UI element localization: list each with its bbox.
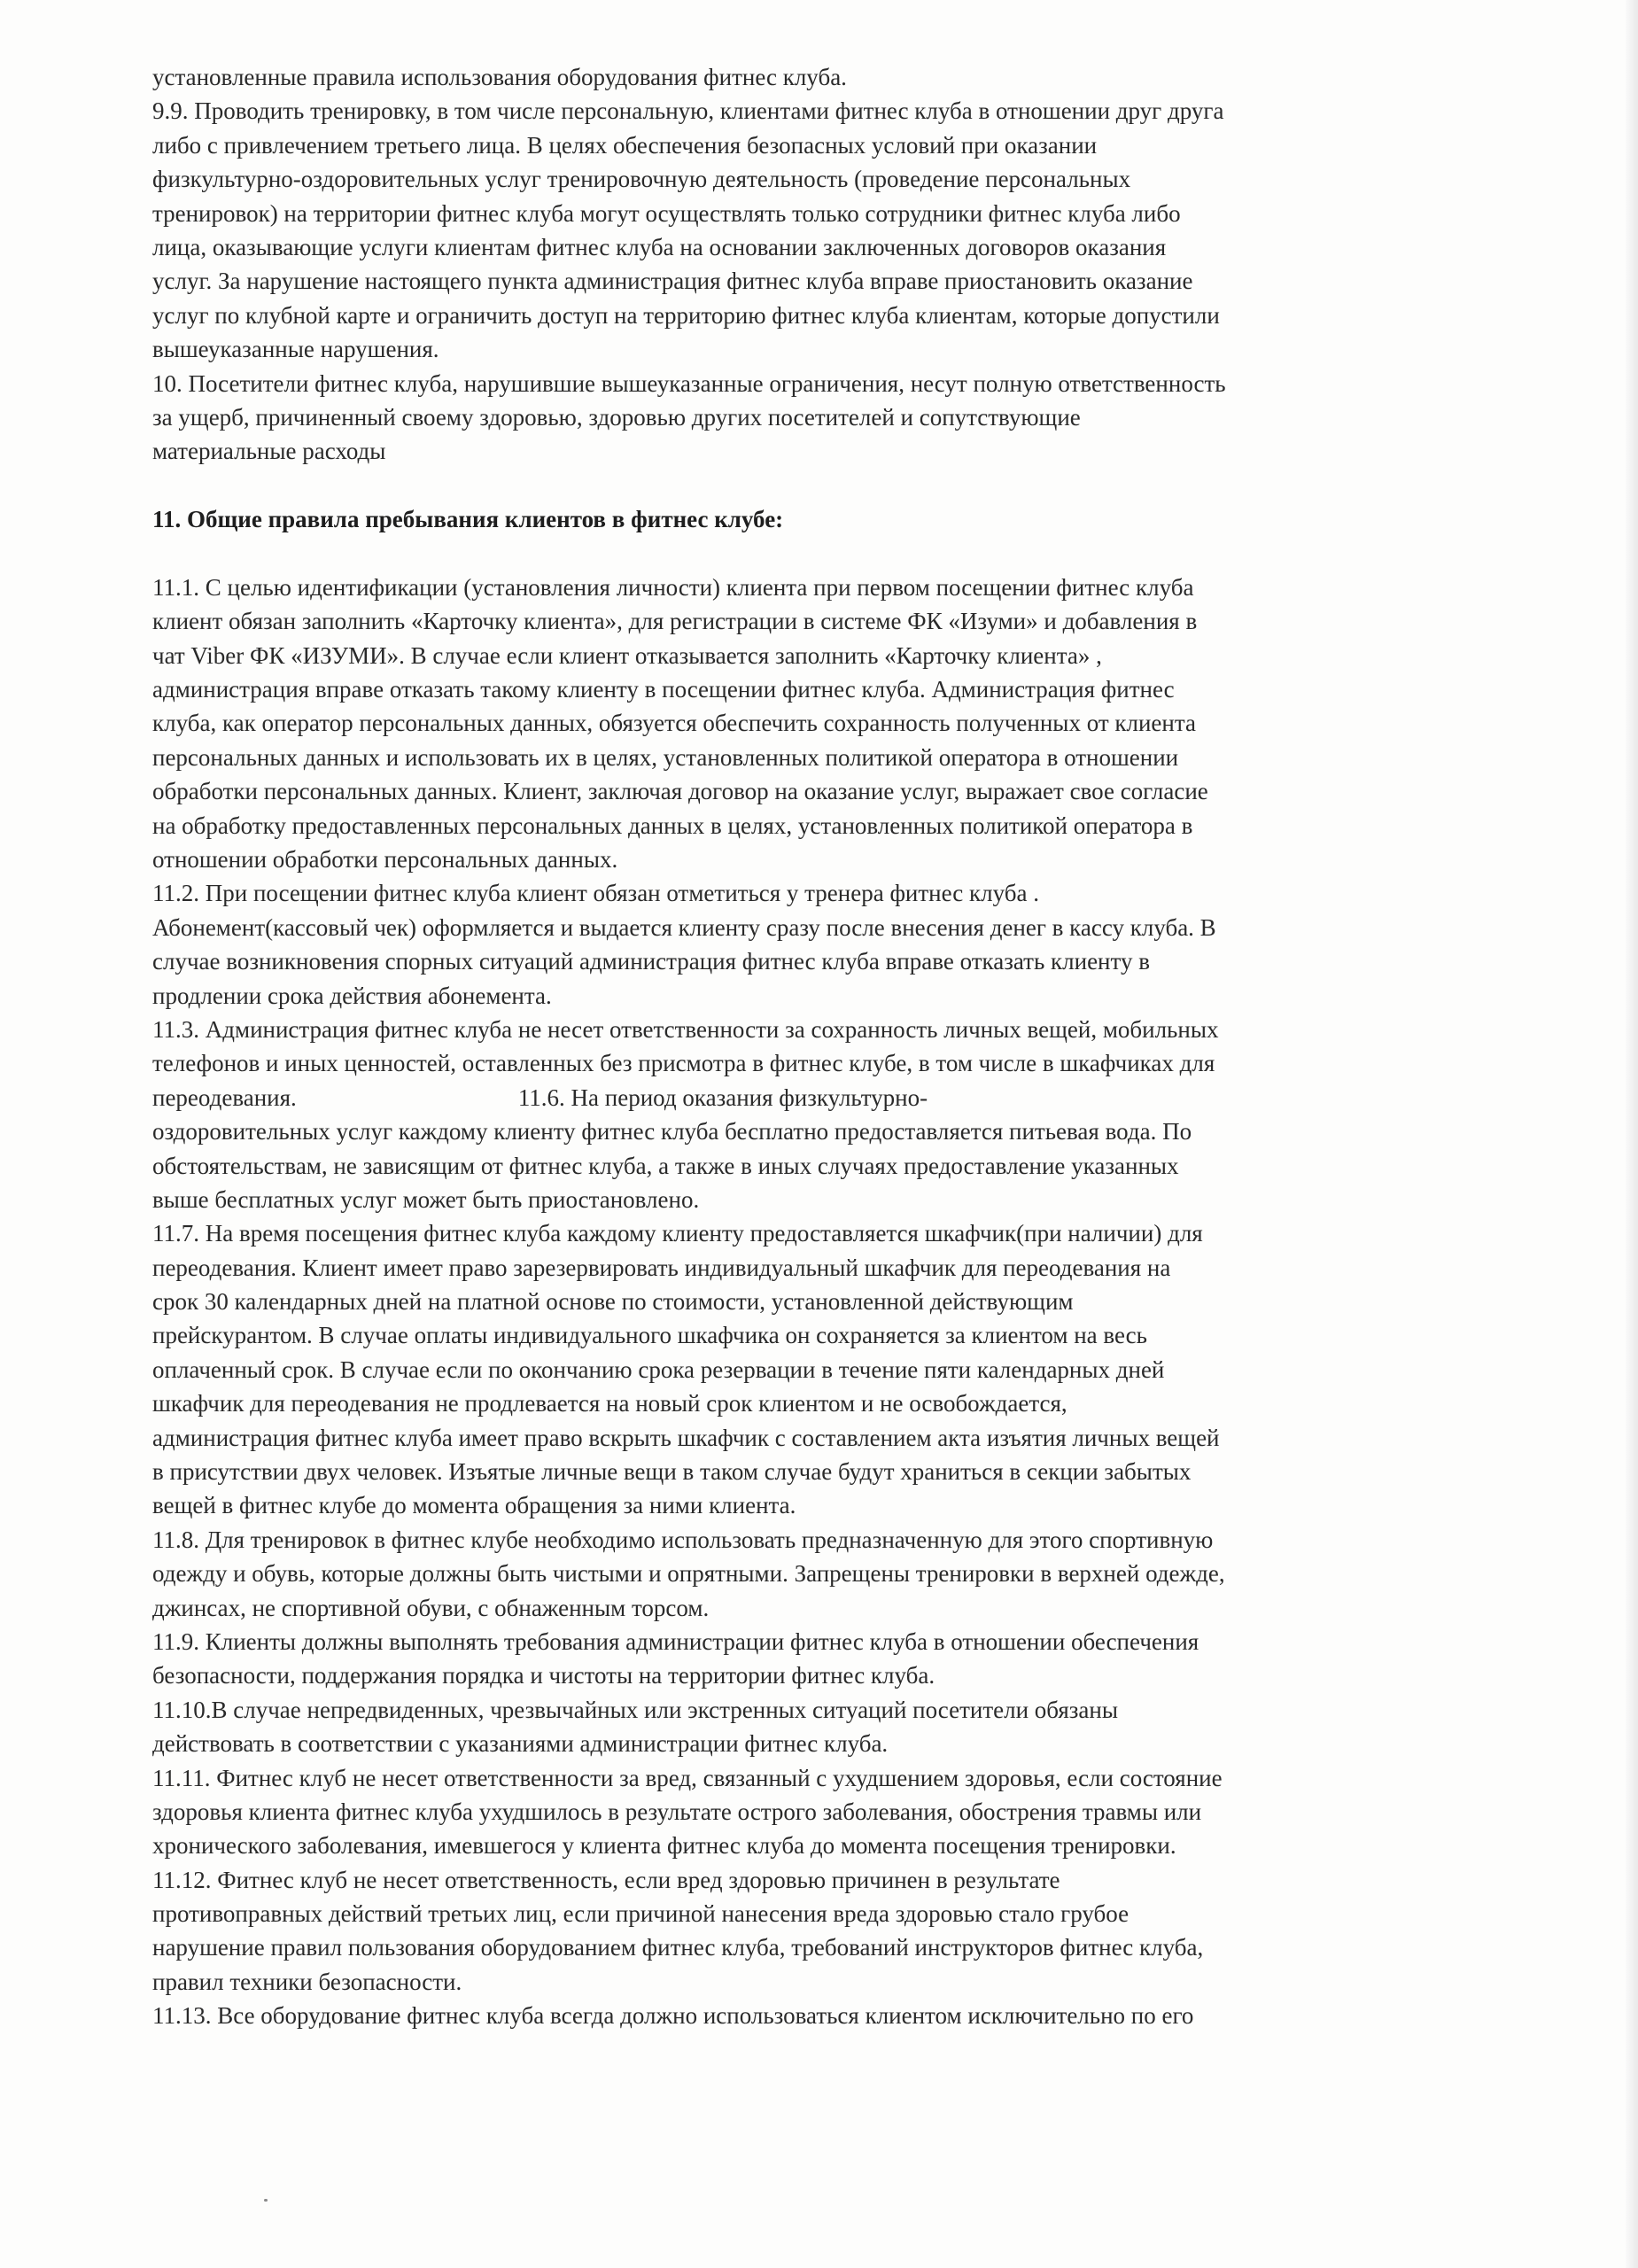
paragraph-line: отношении обработки персональных данных. bbox=[152, 845, 618, 873]
scan-speck bbox=[264, 2199, 268, 2202]
paragraph-line: вышеуказанные нарушения. bbox=[152, 336, 439, 363]
paragraph-line: обстоятельствам, не зависящим от фитнес клуба, а также в иных случаях предоставление указанных bbox=[152, 1152, 1179, 1179]
paragraph-line: за ущерб, причиненный своему здоровью, здоровью других посетителей и сопутствующие bbox=[152, 403, 1081, 431]
paragraph-line: услуг. За нарушение настоящего пункта администрация фитнес клуба вправе приостановить оказание bbox=[152, 268, 1193, 295]
paragraph-line: действовать в соответствии с указаниями администрации фитнес клуба. bbox=[152, 1730, 889, 1758]
paragraph-line: телефонов и иных ценностей, оставленных без присмотра в фитнес клубе, в том числе в шкафчиках для bbox=[152, 1050, 1215, 1077]
paragraph-line: прейскурантом. В случае оплаты индивидуального шкафчика он сохраняется за клиентом на весь bbox=[152, 1322, 1147, 1349]
paragraph-line: 11.12. Фитнес клуб не несет ответственность, если вред здоровью причинен в результате bbox=[152, 1866, 1060, 1893]
paragraph-line: на обработку предоставленных персональных данных в целях, установленных политикой оператора в bbox=[152, 812, 1193, 839]
paragraph-line: 11.9. Клиенты должны выполнять требования администрации фитнес клуба в отношении обеспечения bbox=[152, 1627, 1199, 1655]
paragraph-line: физкультурно-оздоровительных услуг тренировочную деятельность (проведение персональных bbox=[152, 166, 1131, 193]
paragraph-line: материальные расходы bbox=[152, 438, 386, 465]
paragraph-line: тренировок) на территории фитнес клуба могут осуществлять только сотрудники фитнес клуба либо bbox=[152, 199, 1181, 227]
paragraph-line: в присутствии двух человек. Изъятые личные вещи в таком случае будут храниться в секции забытых bbox=[152, 1458, 1192, 1486]
paragraph-line: услуг по клубной карте и ограничить доступ на территорию фитнес клуба клиентам, которые допустили bbox=[152, 301, 1220, 329]
paragraph-line: противоправных действий третьих лиц, если причиной нанесения вреда здоровью стало грубое bbox=[152, 1900, 1130, 1928]
paragraph-line: администрация фитнес клуба имеет право вскрыть шкафчик с составлением акта изъятия личных вещей bbox=[152, 1424, 1220, 1451]
paragraph-line: персональных данных и использовать их в целях, установленных политикой оператора в отношении bbox=[152, 743, 1179, 771]
paragraph-line: 11.8. Для тренировок в фитнес клубе необходимо использовать предназначенную для этого спортивную bbox=[152, 1526, 1214, 1553]
paragraph-line: 11.3. Администрация фитнес клуба не несет ответственности за сохранность личных вещей, мобильных bbox=[152, 1015, 1219, 1043]
paragraph-line: либо с привлечением третьего лица. В целях обеспечения безопасных условий при оказании bbox=[152, 131, 1098, 159]
paragraph-line: клуба, как оператор персональных данных, обязуется обеспечить сохранность полученных от клиента bbox=[152, 710, 1196, 737]
paragraph-line: 11.13. Все оборудование фитнес клуба всегда должно использоваться клиентом исключительно по его bbox=[152, 2002, 1194, 2030]
section-11-1-to-11-3-text bbox=[152, 571, 1481, 1081]
paragraph-line: 11.1. С целью идентификации (установления личности) клиента при первом посещении фитнес клуба bbox=[152, 573, 1194, 601]
section-9-10-text bbox=[152, 60, 1481, 469]
paragraph-line: хронического заболевания, имевшегося у клиента фитнес клуба до момента посещения тренировки. bbox=[152, 1832, 1176, 1860]
paragraph-line: продлении срока действия абонемента. bbox=[152, 982, 552, 1009]
paragraph-line: 9.9. Проводить тренировку, в том числе персональную, клиентами фитнес клуба в отношении друг друга bbox=[152, 97, 1224, 125]
scan-edge-shadow bbox=[1626, 0, 1638, 2268]
paragraph-line: вещей в фитнес клубе до момента обращения за ними клиента. bbox=[152, 1492, 796, 1519]
paragraph-line: оздоровительных услуг каждому клиенту фитнес клуба бесплатно предоставляется питьевая вода. По bbox=[152, 1118, 1192, 1146]
paragraph-line: безопасности, поддержания порядка и чистоты на территории фитнес клуба. bbox=[152, 1662, 935, 1689]
paragraph-line: переодевания. Клиент имеет право зарезервировать индивидуальный шкафчик для переодевания на bbox=[152, 1254, 1171, 1281]
paragraph-line: 11.10.В случае непредвиденных, чрезвычайных или экстренных ситуаций посетители обязаны bbox=[152, 1696, 1119, 1723]
paragraph-line: Абонемент(кассовый чек) оформляется и выдается клиенту сразу после внесения денег в кассу клуба. В bbox=[152, 913, 1216, 941]
paragraph-line: обработки персональных данных. Клиент, заключая договор на оказание услуг, выражает свое согласие bbox=[152, 778, 1208, 805]
paragraph-line: 11.11. Фитнес клуб не несет ответственности за вред, связанный с ухудшением здоровья, если состояние bbox=[152, 1764, 1223, 1791]
split-line-right: 11.6. На период оказания физкультурно- bbox=[517, 1084, 928, 1111]
paragraph-line: администрация вправе отказать такому клиенту в посещении фитнес клуба. Администрация фитнес bbox=[152, 676, 1175, 703]
paragraph-line: джинсах, не спортивной обуви, с обнаженным торсом. bbox=[152, 1594, 710, 1621]
paragraph-line: правил техники безопасности. bbox=[152, 1968, 462, 1995]
paragraph-line: лица, оказывающие услуги клиентам фитнес клуба на основании заключенных договоров оказания bbox=[152, 233, 1167, 260]
paragraph-line: нарушение правил пользования оборудованием фитнес клуба, требований инструкторов фитнес клуба, bbox=[152, 1934, 1204, 1961]
paragraph-line: шкафчик для переодевания не продлевается на новый срок клиентом и не освобождается, bbox=[152, 1390, 1067, 1418]
paragraph-line: оплаченный срок. В случае если по окончанию срока резервации в течение пяти календарных дней bbox=[152, 1355, 1165, 1383]
paragraph-line: 11.2. При посещении фитнес клуба клиент обязан отметиться у тренера фитнес клуба . bbox=[152, 880, 1039, 907]
paragraph-line: клиент обязан заполнить «Карточку клиента», для регистрации в системе ФК «Изуми» и добавления в bbox=[152, 608, 1198, 635]
paragraph-line: установленные правила использования оборудования фитнес клуба. bbox=[152, 64, 847, 90]
section-11-heading: 11. Общие правила пребывания клиентов в фитнес клубе: bbox=[152, 506, 784, 533]
paragraph-line: случае возникновения спорных ситуаций администрация фитнес клуба вправе отказать клиенту в bbox=[152, 948, 1150, 975]
blank-line bbox=[152, 536, 1481, 570]
split-line bbox=[152, 1081, 1481, 1115]
section-11-6-to-11-13-text bbox=[152, 1115, 1481, 2033]
paragraph-line: одежду и обувь, которые должны быть чистыми и опрятными. Запрещены тренировки в верхней одежде, bbox=[152, 1560, 1225, 1588]
paragraph-line: 10. Посетители фитнес клуба, нарушившие вышеуказанные ограничения, несут полную ответственность bbox=[152, 369, 1226, 397]
paragraph-line: срок 30 календарных дней на платной основе по стоимости, установленной действующим bbox=[152, 1288, 1074, 1316]
paragraph-line: выше бесплатных услуг может быть приостановлено. bbox=[152, 1185, 700, 1213]
paragraph-line: чат Viber ФК «ИЗУМИ». В случае если клиент отказывается заполнить «Карточку клиента» , bbox=[152, 641, 1102, 669]
blank-line bbox=[152, 469, 1481, 502]
paragraph-line: здоровья клиента фитнес клуба ухудшилось в результате острого заболевания, обострения травмы или bbox=[152, 1798, 1202, 1825]
document-body bbox=[152, 60, 1481, 2033]
paragraph-line: 11.7. На время посещения фитнес клуба каждому клиенту предоставляется шкафчик(при наличии) для bbox=[152, 1220, 1203, 1247]
split-line-left: переодевания. bbox=[152, 1084, 297, 1111]
